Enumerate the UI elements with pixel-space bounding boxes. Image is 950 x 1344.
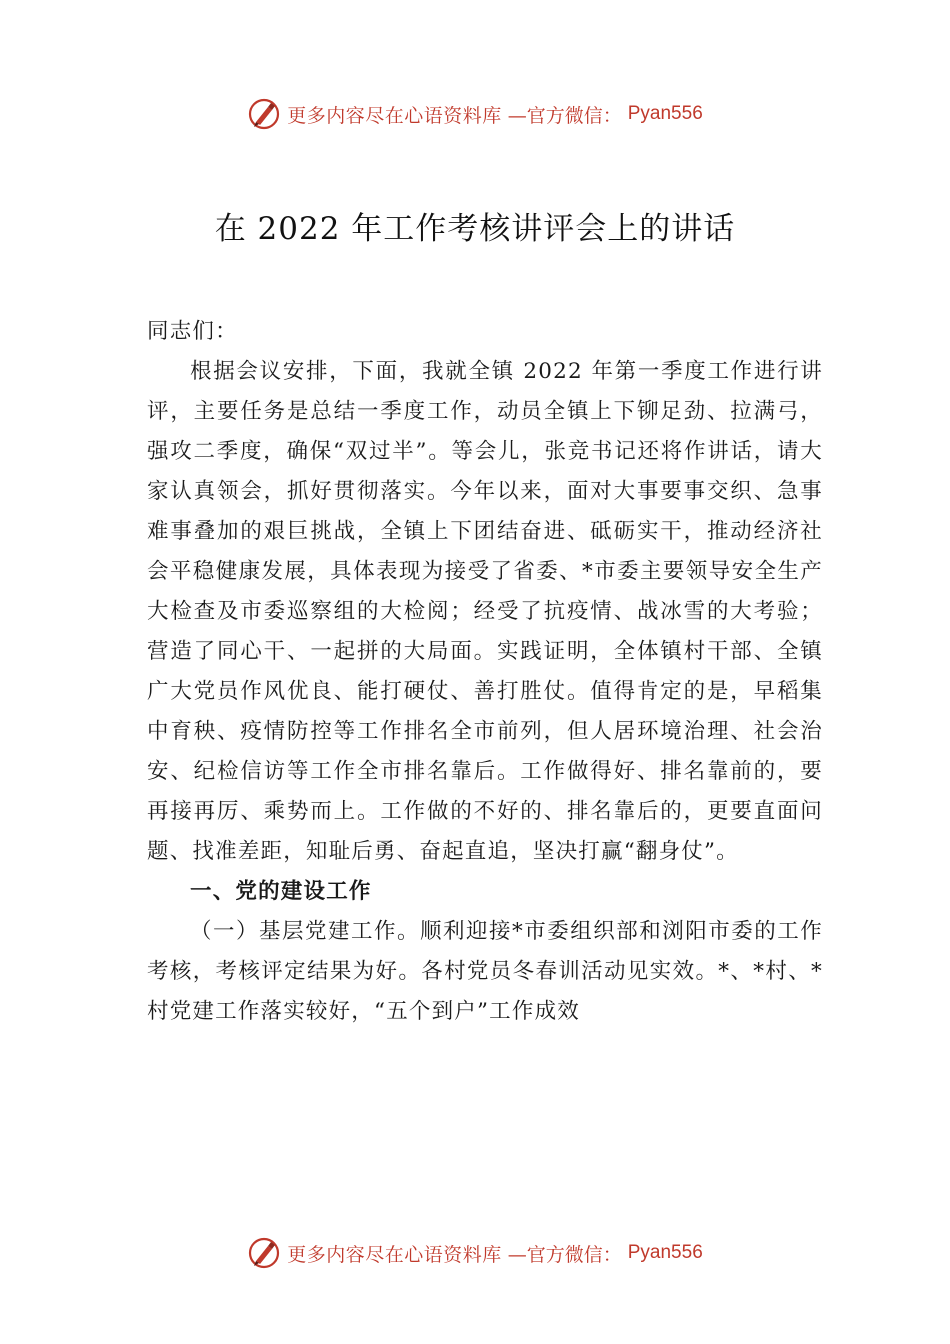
body-paragraph: 根据会议安排，下面，我就全镇 2022 年第一季度工作进行讲评，主要任务是总结一季度工作，动员全镇上下铆足劲、拉满弓，强攻二季度，确保“双过半”。等会儿，张竞书记还将作讲话，请大家认真领会，抓好贯彻落实。今年以来，面对大事要事交织、急事难事叠加的艰巨挑战，全镇上下团结奋进、砥砺实干，推动经济社会平稳健康发展，具体表现为接受了省委、*市委主要领导安全生产大检查及市委巡察组的大检阅；经受了抗疫情、战冰雪的大考验；营造了同心干、一起拼的大局面。实践证明，全体镇村干部、全镇广大党员作风优良、能打硬仗、善打胜仗。值得肯定的是，早稻集中育秧、疫情防控等工作排名全市前列，但人居环境治理、社会治安、纪检信访等工作全市排名靠后。工作做得好、排名靠前的，要再接再厉、乘势而上。工作做的不好的、排名靠后的，更要直面问题、找准差距，知耻后勇、奋起直追，坚决打赢“翻身仗”。 xyxy=(147,359,823,864)
document-body xyxy=(147,312,823,1032)
watermark-contact-label: —官方微信： xyxy=(507,1243,622,1266)
watermark-header xyxy=(0,96,950,132)
watermark-contact-label: —官方微信： xyxy=(507,104,622,127)
section-heading: 一、党的建设工作 xyxy=(190,879,372,904)
watermark-footer xyxy=(0,1235,950,1271)
watermark-wechat-id: Pyan556 xyxy=(627,103,703,124)
watermark-text: 更多内容尽在心语资料库 xyxy=(287,104,502,127)
document-title: 在 2022 年工作考核讲评会上的讲话 xyxy=(214,211,736,247)
watermark-text: 更多内容尽在心语资料库 xyxy=(287,1243,502,1266)
salutation: 同志们： xyxy=(147,319,238,344)
pen-logo-icon xyxy=(247,97,281,131)
watermark-wechat-id: Pyan556 xyxy=(627,1242,703,1263)
body-paragraph: （一）基层党建工作。顺利迎接*市委组织部和浏阳市委的工作考核，考核评定结果为好。各村党员冬春训活动见实效。*、*村、*村党建工作落实较好，“五个到户”工作成效 xyxy=(147,919,823,1024)
pen-logo-icon xyxy=(247,1236,281,1270)
